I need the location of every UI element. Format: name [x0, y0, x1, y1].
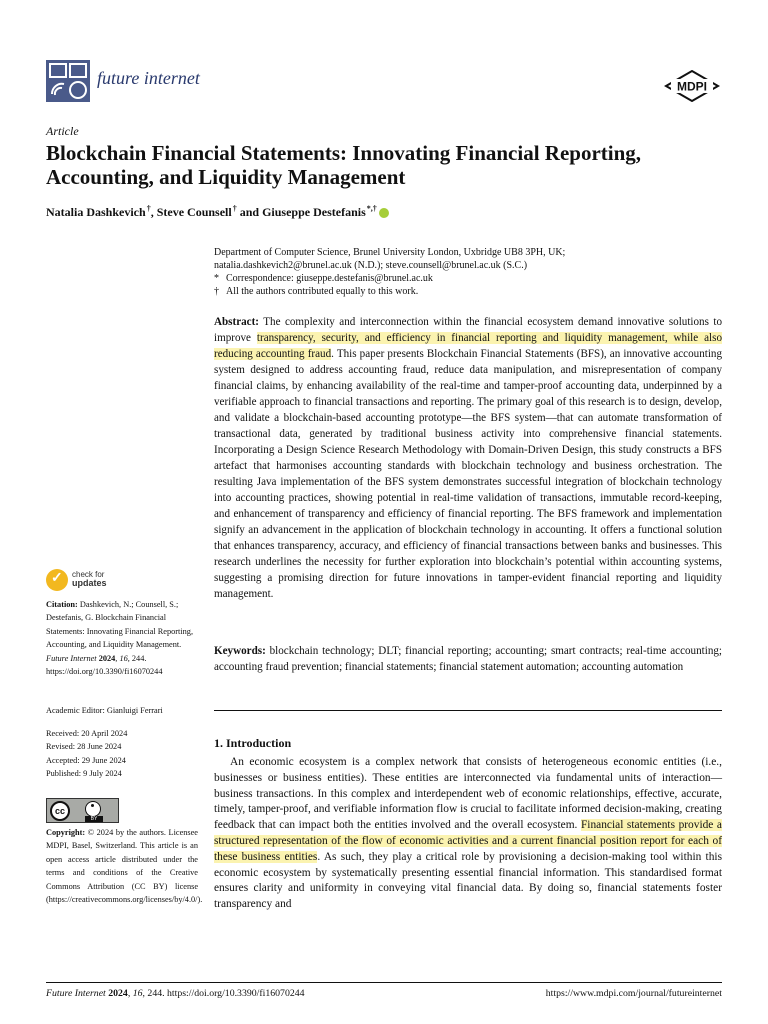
journal-logo [46, 60, 90, 102]
attribution-icon [85, 801, 101, 817]
author-mark: † [232, 204, 237, 213]
abstract-text: The complexity and interconnection within the financial ecosystem demand innovative solutions to improve [214, 316, 722, 344]
publication-dates [46, 727, 198, 781]
author-name[interactable]: Steve Counsell [156, 205, 232, 219]
intro-highlight: Financial statements provide a structured representation of the flow of economic activities and a current financial position report for each of these business entities [214, 819, 722, 863]
citation-label: Citation: [46, 600, 78, 609]
abstract-text: . This paper presents Blockchain Financial Statements (BFS), an innovative accounting system designed to address accounting fraud, reduce data manipulation, and misrepresentation of company financial claims, by enhancing availability of the real-time and tamper-proof accounting data, underpinned by a verifiable approach to financial transactions and reporting. The primary goal of this research is to design, develop, and validate a blockchain-based accounting prototype—the BFS system—that can automate transformation of transactional data, generated by traditional business activity into comprehensive financial statements. Incorporating a Design Science Research Methodology with Domain-Driven Design, this study constructs a BFS artefact that harmonises accounting standards with blockchain technology and business orchestration. The resulting Java implementation of the BFS system demonstrates successful integration of blockchain technology into accounting practices, showing potential in real-time validation of transactions, immutable record-keeping, and enhancement of transparency and efficiency of financial reporting. The BFS framework and implementation signify an advancement in the application of blockchain technology in accounting. It offers a functional solution that enhances transparency, accuracy, and efficiency of financial transactions between banks and businesses. This research underlines the necessity for further exploration into blockchain’s potential within accounting systems, suggesting a promising direction for future innovations in tamper-evident financial reporting and liquidity management. [214, 348, 722, 600]
check-updates-label [72, 570, 107, 588]
publisher-name: MDPI [677, 79, 707, 94]
check-updates-icon [46, 569, 68, 591]
author-emails[interactable]: natalia.dashkevich2@brunel.ac.uk (N.D.); steve.counsell@brunel.ac.uk (S.C.) [214, 260, 528, 271]
check-line: updates [72, 578, 107, 588]
footer-text: , [127, 988, 133, 999]
article-type: Article [46, 124, 79, 138]
author-mark: *,† [366, 204, 377, 213]
abstract [214, 314, 722, 602]
footer-citation [46, 988, 305, 999]
mdpi-logo [664, 70, 720, 102]
citation-volume: 16 [119, 653, 128, 663]
footer-divider [46, 982, 722, 983]
cc-by-license-badge[interactable] [46, 798, 119, 823]
creative-commons-icon: cc [50, 801, 70, 821]
academic-editor: Academic Editor: Gianluigi Ferrari [46, 706, 163, 715]
author-separator: and [236, 205, 263, 219]
check-line: check for [72, 570, 105, 579]
author-list [46, 204, 389, 220]
affiliations [214, 246, 724, 298]
orcid-icon[interactable] [379, 208, 389, 218]
check-for-updates-button[interactable] [46, 569, 166, 593]
citation [46, 598, 198, 678]
footer-year: 2024 [105, 988, 128, 999]
copyright-label: Copyright: [46, 828, 86, 837]
introduction-paragraph [214, 755, 722, 913]
abstract-highlight: transparency, security, and efficiency in financial reporting and liquidity management, while also reducing accounting fraud [214, 332, 723, 360]
footer-journal: Future Internet [46, 988, 106, 999]
citation-doi[interactable]: , 244. https://doi.org/10.3390/fi16070244 [46, 653, 163, 677]
by-label: BY [85, 816, 103, 822]
citation-text: , [115, 653, 120, 663]
citation-year: 2024 [96, 653, 116, 663]
citation-journal: Future Internet [46, 653, 97, 663]
affiliation-department: Department of Computer Science, Brunel University London, Uxbridge UB8 3PH, UK; [214, 247, 566, 258]
footer-volume: 16 [132, 988, 143, 999]
footer-journal-url[interactable]: https://www.mdpi.com/journal/futureinternet [545, 988, 722, 999]
footer-doi[interactable]: , 244. https://doi.org/10.3390/fi16070244 [142, 988, 305, 999]
journal-name: future internet [97, 68, 200, 88]
revised-date: Revised: 28 June 2024 [46, 742, 122, 752]
copyright-text: © 2024 by the authors. Licensee MDPI, Basel, Switzerland. This article is an open access article distributed under the terms and conditions of the Creative Commons Attribution (CC BY) license (https://creativecommons.org/licenses/by/4.0/). [46, 828, 203, 905]
keywords-label: Keywords: [214, 645, 266, 657]
intro-text: An economic ecosystem is a complex network that consists of heterogeneous economic entities (i.e., businesses or business entities). These entities are interconnected via fundamental units of interaction—business transactions. In this complex and interdependent web of economic relationships, effective, accurate, timely, tamper-proof, and verifiable information flow is crucial to facilitate informed decision-making, creating feedback that can impact both the entities involved and the overall ecosystem. [214, 756, 722, 832]
author-name[interactable]: Natalia Dashkevich [46, 205, 146, 219]
author-mark: † [146, 204, 151, 213]
accepted-date: Accepted: 29 June 2024 [46, 755, 126, 765]
intro-text: . As such, they play a critical role by provisioning a decision-making tool within this economic ecosystem by systematically presenting essential financial information. This standardised format ensures clarity and uniformity in conveying vital financial data. By doing so, financial statements foster transparency and [214, 850, 722, 911]
section-divider [214, 710, 722, 711]
correspondence[interactable]: Correspondence: giuseppe.destefanis@brunel.ac.uk [226, 273, 433, 284]
published-date: Published: 9 July 2024 [46, 769, 122, 779]
keywords-text: blockchain technology; DLT; financial reporting; accounting; smart contracts; real-time accounting; accounting fraud prevention; financial statements; financial statement automation; accounting automation [214, 645, 722, 673]
author-separator: , [150, 205, 157, 219]
keywords [214, 643, 722, 675]
equal-contribution-note: All the authors contributed equally to this work. [226, 286, 419, 297]
correspondence-mark: * [214, 273, 219, 284]
author-name[interactable]: Giuseppe Destefanis [262, 205, 366, 219]
section-heading: 1. Introduction [214, 736, 292, 750]
copyright-notice [46, 826, 203, 906]
received-date: Received: 20 April 2024 [46, 729, 128, 738]
dagger-mark: † [214, 286, 219, 297]
citation-text: Dashkevich, N.; Counsell, S.; Destefanis, G. Blockchain Financial Statements: Innovating Financial Reporting, Accounting, and Liquidity Management. [46, 600, 194, 650]
abstract-label: Abstract: [214, 316, 259, 328]
paper-title: Blockchain Financial Statements: Innovating Financial Reporting, Accounting, and Liquidity Management [46, 141, 642, 189]
